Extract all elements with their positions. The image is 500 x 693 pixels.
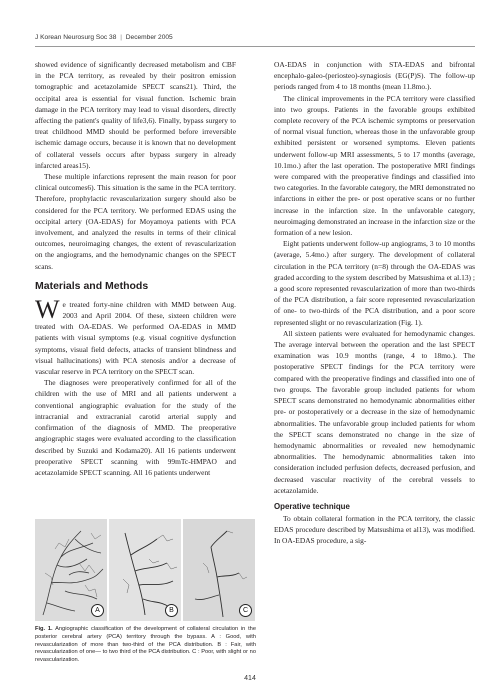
right-column <box>274 59 475 547</box>
header-rule <box>35 46 475 47</box>
journal-name: J Korean Neurosurg Soc 38 <box>35 34 117 41</box>
right-paragraph-1: OA-EDAS in conjunction with STA-EDAS and bifrontal encephalo-galeo-(periosteo)-synagiosis (EG(P)S). The follow-up periods ranged from 4 to 18 months (mean 11.8mo.). <box>274 60 475 92</box>
running-head-separator: | <box>120 34 122 41</box>
panel-label-a: A <box>91 604 104 617</box>
right-paragraph-4: All sixteen patients were evaluated for hemodynamic changes. The average interval between the operation and the last SPECT examination was 10.9 months (range, 4 to 18mo.). The postoperative SPECT findings for the PCA territory were compared with the preoperative findings and classified into one of two groups. The favorable group included patients for whom SPECT scans demonstrated no hemodynamic abnormalities either pre- or postoperatively or a decrease in the size of hemodynamic abnormalities. The unfavorable group included patients for whom the SPECT scans demonstrated no change in the size of hemodynamic abnormalities or revealed new hemodynamic abnormalities. The hemodynamic abnormalities taken into consideration included perfusion defects, decreased perfusion, and decreased vascular reactivity of the cerebral vessels to acetazolamide. <box>274 328 475 495</box>
drop-cap: W <box>35 294 60 324</box>
panel-label-b: B <box>165 604 178 617</box>
figure-1 <box>35 519 256 621</box>
intro-paragraph-1: showed evidence of significantly decreased metabolism and CBF in the PCA territory, as revealed by their positron emission tomographic and acetazolamide SPECT scans21). Third, the occipital area is essential for visual function. Ischemic brain damage in the PCA territory may lead to visual disorders, directly affecting the patient's quality of life3,6). Finally, bypass surgery to treat childhood MMD should be performed before irreversible ischemic damage occurs, because it is known that no development of collateral vessels occurs after bypass surgery in already infarcted areas15). <box>35 60 236 170</box>
page-number: 414 <box>244 675 256 682</box>
angiogram-panel-a <box>35 519 107 621</box>
caption-text: Angiographic classification of the development of collateral circulation in the posterior cerebral artery (PCA) territory through the bypass. A : Good, with revascularization of more than two-third of the PCA distribution. B : Fair, with revascularization of one— to two third of the PCA distribution. C : Poor, with slight or no revascularization. <box>35 626 256 664</box>
methods-paragraph-1-text: e treated forty-nine children with MMD between Aug. 2003 and April 2004. Of these, sixteen children were treated with OA-EDAS. We performed OA-EDAS in MMD patients with visual symptoms (e.g. visual cognitive dysfunction symptoms, visual field defects, attacks of transient blindness and visual hallucinations) with PCA stenosis and/or a decrease of vascular reserve in PCA territory on the SPECT scan. <box>35 299 236 377</box>
methods-paragraph-1 <box>35 294 236 377</box>
section-heading-methods: Materials and Methods <box>35 279 149 292</box>
running-head <box>35 34 475 41</box>
intro-paragraph-2: These multiple infarctions represent the main reason for poor clinical outcomes6). This situation is the same in the PCA territory. Therefore, prophylactic revascularization surgery should also be considered for the PCA territory. We performed EDAS using the occipital artery (OA-EDAS) for Moyamoya patients with PCA involvement, and analyzed the results in terms of their clinical outcomes, neuroimaging changes, the extent of revascularization on the angiograms, and the hemodynamic changes on the SPECT scans. <box>35 172 236 271</box>
caption-label: Fig. 1. <box>35 626 53 632</box>
technique-paragraph: To obtain collateral formation in the PCA territory, the classic EDAS procedure described by Matsushima et al13), was modified. In OA-EDAS procedure, a sig- <box>274 513 475 546</box>
right-paragraph-3: Eight patients underwent follow-up angiograms, 3 to 10 months (average, 5.4mo.) after surgery. The development of collateral circulation in the PCA territory (n=8) through the OA-EDAS was graded according to the system described by Matsushima et al.13) ; a good score represented revascularization of more than two-thirds of the PCA distribution, a fair score represented revascularization of one- to two-thirds of the PCA distribution, and a poor score represented slight or no revascularization (Fig. 1). <box>274 239 475 327</box>
right-paragraph-2: The clinical improvements in the PCA territory were classified into two groups. Patients in the favorable groups exhibited complete recovery of the PCA ischemic symptoms or preservation of normal visual function, whereas those in the unfavorable group exhibited persistent or worsened symptoms. Eleven patients underwent follow-up MRI assessments, 5 to 17 months (average, 10.1mo.) after the last operation. The postoperative MRI findings were compared with the preoperative findings and classified into two categories. In the favorable category, the MRI demonstrated no infarctions in either the pre- or post operative scans or no further increase in the infarction size. In the unfavorable category, neuroimaging demonstrated an increase in the infarction size or the formation of a new lesion. <box>274 93 475 238</box>
left-column <box>35 59 236 478</box>
panel-label-c: C <box>239 604 252 617</box>
methods-paragraph-2: The diagnoses were preoperatively confirmed for all of the children with the use of MRI and all patients underwent a conventional angiographic evaluation for the study of the intracranial and extracranial carotid arterial supply and confirmation of the diagnosis of MMD. The preoperative angiographic stages were evaluated according to the classification described by Suzuki and Kodama20). All 16 patients underwent preoperative SPECT scanning with 99mTc-HMPAO and acetazolamide SPECT scanning. All 16 patients underwent <box>35 378 236 477</box>
figure-caption <box>35 626 256 665</box>
angiogram-panel-c <box>183 519 255 621</box>
issue-date: December 2005 <box>125 34 173 41</box>
angiogram-panel-b <box>109 519 181 621</box>
subheading-operative-technique: Operative technique <box>274 501 350 511</box>
